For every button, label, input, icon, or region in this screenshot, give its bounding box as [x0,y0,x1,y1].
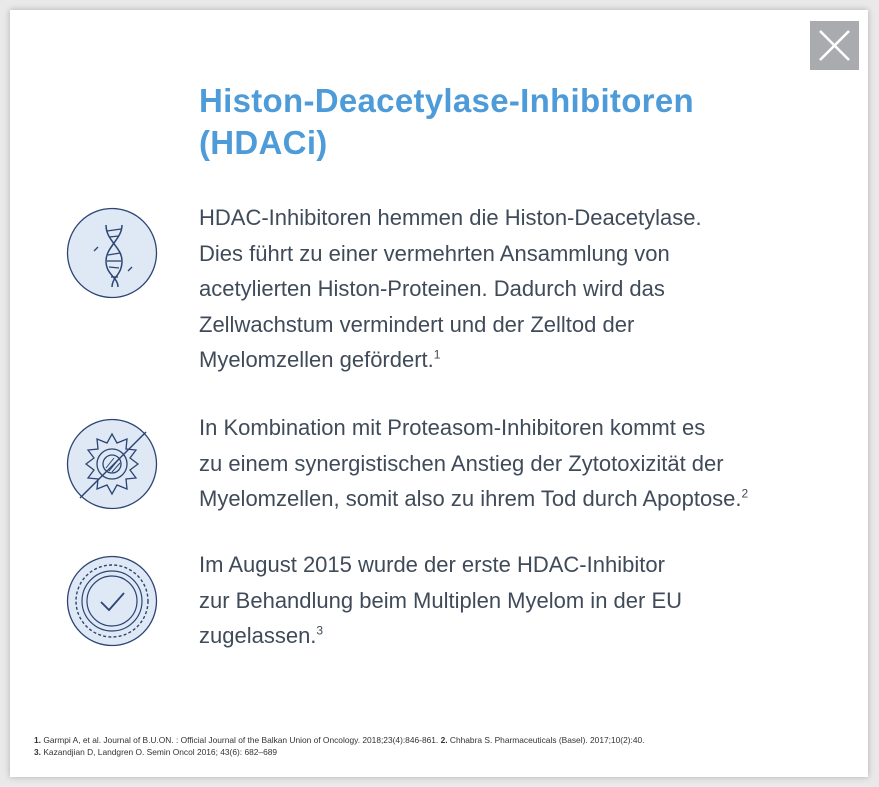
dna-icon [66,207,158,299]
text-line: zur Behandlung beim Multiplen Myelom in der EU [199,587,683,613]
footnote-ref: 3 [316,623,324,638]
title-line: Histon-Deacetylase-Inhibitoren [199,82,694,119]
references [34,734,645,758]
text-line: zugelassen.$^3$ [199,623,324,648]
reference-line: 1. Garmpi A, et al. Journal of B.U.ON. : Official Journal of the Balkan Union of Oncology. 2018;23(4):846-861. 2. Chhabra S. Pharmaceuticals (Basel). 2017;10(2):40. [34,735,645,745]
footnote-ref: 1 [433,347,441,362]
text-line: In Kombination mit Proteasom-Inhibitoren kommt es [199,415,706,440]
close-icon [810,21,859,70]
text-line: HDAC-Inhibitoren hemmen die Histon-Deacetylase. [199,205,702,230]
title-line: (HDACi) [199,124,328,161]
text-line: Dies führt zu einer vermehrten Ansammlung von [199,240,670,266]
footnote-ref: 2 [741,486,749,501]
paragraph-approval [199,547,839,654]
approval-seal-icon [66,555,158,647]
modal-title [199,80,819,164]
paragraph-combination [199,410,839,517]
reference-line: 3. Kazandjian D, Landgren O. Semin Oncol 2016; 43(6): 682–689 [34,747,278,757]
text-line: Zellwachstum vermindert und der Zelltod der [199,311,635,337]
text-line: Myelomzellen, somit also zu ihrem Tod durch Apoptose.$^2$ [199,486,749,511]
crossed-cell-icon [66,418,158,510]
text-line: Im August 2015 wurde der erste HDAC-Inhibitor [199,552,665,577]
info-modal [10,10,868,777]
text-line: acetylierten Histon-Proteinen. Dadurch wird das [199,276,665,301]
text-line: Myelomzellen gefördert.$^1$ [199,347,441,372]
paragraph-hdac-effect [199,200,839,378]
text-line: zu einem synergistischen Anstieg der Zytotoxizität der [199,450,724,476]
close-button[interactable] [810,21,859,70]
